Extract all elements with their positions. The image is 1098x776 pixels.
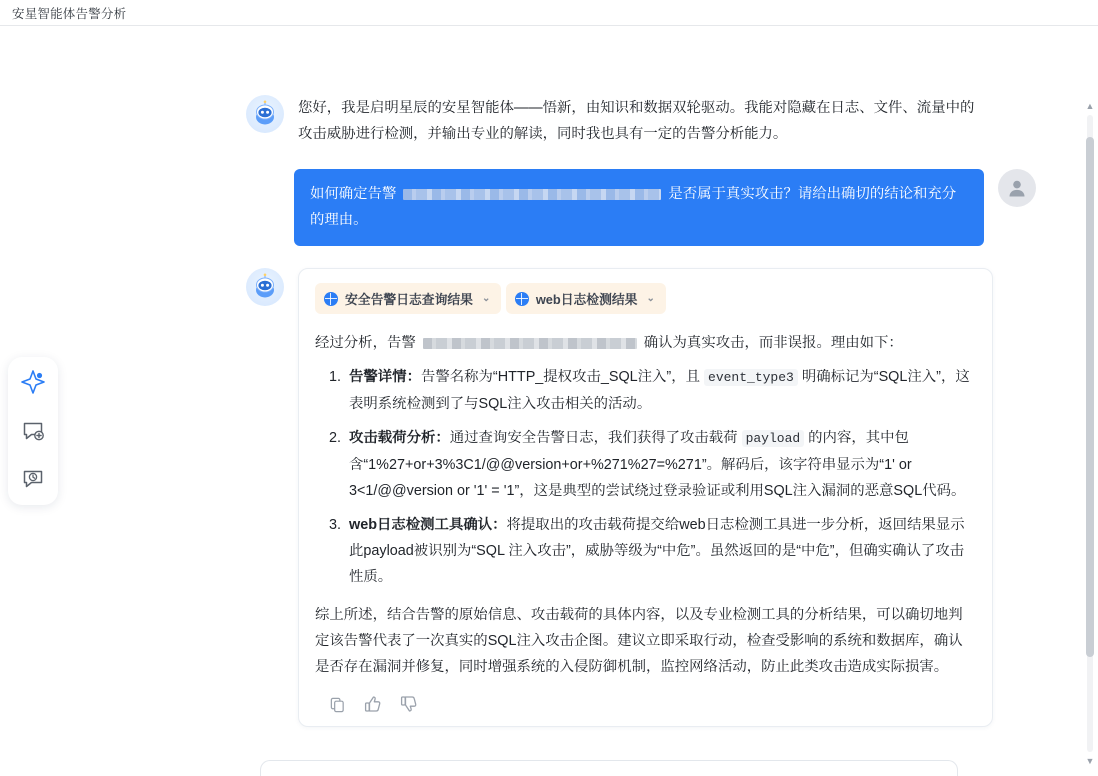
ai-star-icon[interactable] [16, 365, 50, 399]
list-item [345, 425, 976, 504]
title-bar [0, 0, 1098, 26]
copy-icon[interactable] [327, 694, 347, 714]
thumb-up-icon[interactable] [363, 694, 383, 714]
tool-chip-label: 安全告警日志查询结果 [345, 292, 473, 307]
scrollbar-thumb[interactable] [1086, 137, 1094, 657]
user-question-prefix: 如何确定告警 [310, 186, 397, 202]
page-title: 安星智能体告警分析 [12, 6, 127, 21]
user-avatar [998, 169, 1036, 207]
point-seg1: 告警名称为“HTTP_提权攻击_SQL注入”，且 [420, 369, 705, 385]
answer-lead-suffix: 确认为真实攻击，而非误报。理由如下： [643, 335, 903, 351]
user-question-bubble [294, 169, 984, 246]
chat-scroll-content [0, 27, 1098, 776]
answer-lead-prefix: 经过分析，告警 [315, 335, 416, 351]
answer-point-list [315, 364, 976, 590]
scroll-up-icon[interactable]: ▲ [1085, 101, 1095, 111]
point-seg2: 明确标记为“SQL注入”，这表明系统检测到了与SQL注入攻击相关的活动。 [349, 369, 970, 412]
user-question-suffix: 是否属于真实攻击？请给出确切的结论和充分的理由。 [310, 186, 957, 228]
point-title: 告警详情： [349, 369, 421, 385]
robot-avatar [246, 268, 284, 306]
point-title: 攻击载荷分析： [349, 430, 450, 446]
tool-chip-web-log-detection[interactable] [506, 283, 666, 314]
answer-actions [315, 694, 976, 714]
answer-summary: 综上所述，结合告警的原始信息、攻击载荷的具体内容，以及专业检测工具的分析结果，可以确切地判定该告警代表了一次真实的SQL注入攻击企图。建议立即采取行动，检查受影响的系统和数据库，确认是否存在漏洞并修复，同时增强系统的入侵防御机制，监控网络活动，防止此类攻击造成实际损害。 [315, 607, 963, 675]
redacted-alert-id [423, 338, 637, 349]
answer-lead [315, 330, 976, 356]
point-code: payload [742, 430, 805, 447]
message-bot-greeting [0, 95, 1098, 147]
history-icon[interactable] [16, 461, 50, 495]
left-rail [8, 357, 58, 505]
point-seg1: 通过查询安全告警日志，我们获得了攻击载荷 [449, 430, 742, 446]
globe-icon [324, 292, 338, 306]
list-item [345, 364, 976, 417]
tool-chip-label: web日志检测结果 [535, 292, 638, 307]
robot-avatar [246, 95, 284, 133]
tool-chip-alert-log-query[interactable] [315, 283, 501, 314]
answer-card [298, 268, 993, 727]
message-bot-answer [0, 268, 1098, 727]
scroll-down-icon[interactable]: ▼ [1085, 756, 1095, 766]
list-item [345, 512, 976, 590]
vertical-scrollbar[interactable] [1085, 99, 1095, 768]
new-chat-icon[interactable] [16, 413, 50, 447]
message-user-question [0, 169, 1098, 246]
chat-area [0, 27, 1098, 776]
chevron-down-icon: ⌄ [481, 293, 491, 304]
point-title: web日志检测工具确认： [349, 517, 507, 533]
point-seg2: 的内容，其中包含“1%27+or+3%3C1/@@version+or+%271%27=%271”。解码后，该字符串显示为“1' or 3<1/@@version or '1' = '1”，这是典型的尝试绕过登录验证或利用SQL注入漏洞的恶意SQL代码。 [349, 430, 966, 499]
redacted-alert-id [403, 189, 661, 200]
tool-chip-list [315, 283, 976, 324]
point-code: event_type3 [704, 369, 798, 386]
chevron-down-icon: ⌄ [646, 293, 655, 304]
bot-greeting-text: 您好，我是启明星辰的安星智能体——悟新，由知识和数据双轮驱动。我能对隐藏在日志、文件、流量中的攻击威胁进行检测，并输出专业的解读，同时我也具有一定的告警分析能力。 [298, 95, 988, 147]
message-composer[interactable] [260, 760, 958, 776]
thumb-down-icon[interactable] [399, 694, 419, 714]
point-seg1: 将提取出的攻击载荷提交给web日志检测工具进一步分析，返回结果显示此payload被识别为“SQL 注入攻击”，威胁等级为“中危”。虽然返回的是“中危”，但确实确认了攻击性质。 [349, 517, 965, 585]
globe-icon [515, 292, 529, 306]
